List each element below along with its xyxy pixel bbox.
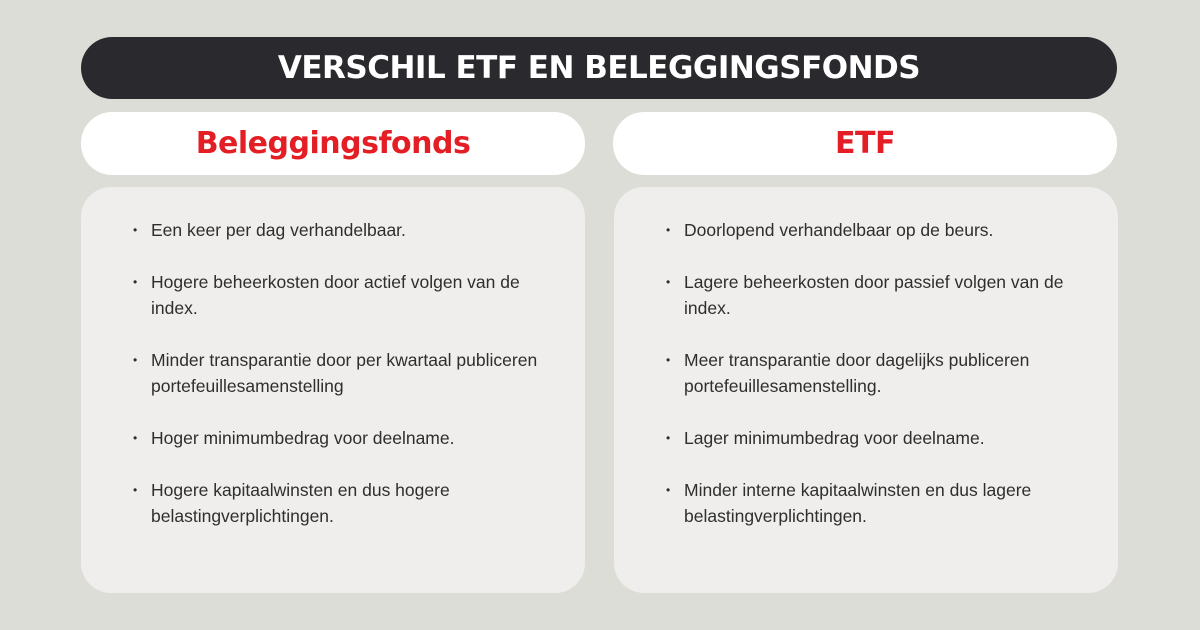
bullet-icon: •	[133, 431, 138, 445]
bullet-icon: •	[666, 275, 671, 289]
bullet-icon: •	[133, 483, 138, 497]
column-header-beleggingsfonds	[81, 112, 585, 175]
bullet-icon: •	[666, 353, 671, 367]
column-heading-beleggingsfonds: Beleggingsfonds	[195, 126, 471, 161]
list-item	[664, 347, 1088, 399]
bullet-list-beleggingsfonds	[131, 217, 555, 529]
list-item-text: Doorlopend verhandelbaar op de beurs.	[684, 220, 994, 240]
bullet-list-etf	[664, 217, 1088, 529]
page-title: VERSCHIL ETF EN BELEGGINGSFONDS	[277, 50, 921, 86]
list-item	[131, 217, 555, 243]
list-item-text: Een keer per dag verhandelbaar.	[151, 220, 406, 240]
list-item	[131, 347, 555, 399]
list-item	[131, 425, 555, 451]
list-item	[664, 269, 1088, 321]
column-heading-etf: ETF	[835, 126, 895, 161]
title-banner	[81, 37, 1117, 99]
list-item-text: Lagere beheerkosten door passief volgen van de index.	[684, 272, 1064, 318]
list-item-text: Meer transparantie door dagelijks publiceren portefeuillesamenstelling.	[684, 350, 1030, 396]
list-item-text: Hoger minimumbedrag voor deelname.	[151, 428, 455, 448]
bullet-icon: •	[666, 483, 671, 497]
column-header-etf	[613, 112, 1117, 175]
list-item	[664, 217, 1088, 243]
bullet-icon: •	[666, 431, 671, 445]
bullet-icon: •	[133, 353, 138, 367]
list-item-text: Minder interne kapitaalwinsten en dus lagere belastingverplichtingen.	[684, 480, 1032, 526]
list-item-text: Hogere kapitaalwinsten en dus hogere belastingverplichtingen.	[151, 480, 450, 526]
list-item	[664, 477, 1088, 529]
bullet-icon: •	[133, 275, 138, 289]
list-item	[131, 269, 555, 321]
bullet-icon: •	[133, 223, 138, 237]
panel-beleggingsfonds	[81, 187, 585, 593]
list-item	[664, 425, 1088, 451]
list-item-text: Lager minimumbedrag voor deelname.	[684, 428, 985, 448]
list-item-text: Hogere beheerkosten door actief volgen van de index.	[151, 272, 520, 318]
panel-etf	[614, 187, 1118, 593]
bullet-icon: •	[666, 223, 671, 237]
list-item	[131, 477, 555, 529]
list-item-text: Minder transparantie door per kwartaal publiceren portefeuillesamenstelling	[151, 350, 538, 396]
